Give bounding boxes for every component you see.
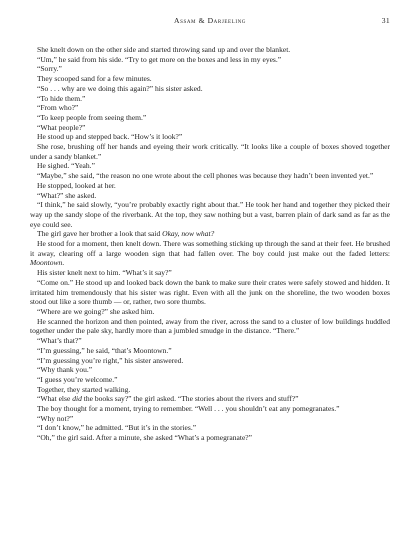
paragraph: “I think,” he said slowly, “you’re probably exactly right about that.” He took her hand and together they picked their way up the sandy slope of the riverbank. At the top, they saw nothing but a vast, barren plain of dark sand as far as the eye could see. [30, 200, 390, 229]
paragraph: “Where are we going?” she asked him. [37, 306, 155, 316]
paragraph: The boy thought for a moment, trying to remember. “Well . . . you shouldn’t eat any pomegranates.” [37, 404, 340, 414]
paragraph: “Why not?” [37, 413, 74, 423]
italic-phrase: Moontown [30, 258, 63, 268]
page-number: 31 [381, 16, 390, 25]
body-text [30, 45, 390, 443]
paragraph: He stopped, looked at her. [37, 180, 116, 190]
paragraph: “Why thank you.” [37, 365, 93, 375]
paragraph: He stood for a moment, then knelt down. There was something sticking up through the sand at their feet. He brushed it away, clearing off a large wooden sign that had fallen over. The boy could just make out the faded letters: Moontown. [30, 239, 390, 268]
italic-phrase: Okay, now what? [162, 229, 215, 239]
paragraph: “I don’t know,” he admitted. “But it’s in the stories.” [37, 423, 197, 433]
paragraph: “I guess you’re welcome.” [37, 374, 118, 384]
paragraph: She knelt down on the other side and started throwing sand up and over the blanket. [37, 45, 291, 54]
paragraph: “I’m guessing,” he said, “that’s Moontown.” [37, 345, 172, 355]
running-header [30, 16, 390, 28]
paragraph: “What else did the books say?” the girl asked. “The stories about the rivers and stuff?” [37, 394, 299, 404]
paragraph: “Come on.” He stood up and looked back down the bank to make sure their crates were safely stowed and hidden. It irritated him tremendously that his sister was right. Even with all the junk on the shoreline, the two wooden boxes stood out like a sore thumb — or, rather, two sore thumbs. [30, 277, 390, 307]
paragraph: “To hide them.” [37, 93, 86, 103]
paragraph: “I’m guessing you’re right,” his sister answered. [37, 355, 184, 365]
paragraph: “What?” she asked. [37, 190, 97, 200]
paragraph: He stood up and stepped back. “How’s it look?” [37, 132, 183, 142]
paragraph: “Um,” he said from his side. “Try to get more on the boxes and less in my eyes.” [37, 54, 282, 64]
paragraph: They scooped sand for a few minutes. [37, 74, 152, 84]
paragraph: “What people?” [37, 122, 86, 132]
paragraph: “So . . . why are we doing this again?” his sister asked. [37, 83, 203, 93]
paragraph: “What’s that?” [37, 336, 82, 346]
paragraph: “From who?” [37, 103, 79, 113]
running-title: Assam & Darjeeling [173, 16, 247, 25]
paragraph: “Oh,” the girl said. After a minute, she asked “What’s a pomegranate?” [37, 433, 253, 443]
paragraph: His sister knelt next to him. “What’s it say?” [37, 268, 172, 278]
paragraph: He scanned the horizon and then pointed, away from the river, across the sand to a cluster of low buildings huddled together under the pale sky, hardly more than a jumbled smudge in the distance. “There.” [30, 316, 390, 336]
paragraph: Together, they started walking. [37, 384, 131, 394]
italic-phrase: did [72, 394, 82, 404]
paragraph: He sighed. “Yeah.” [37, 161, 95, 171]
paragraph: “To keep people from seeing them.” [37, 112, 147, 122]
paragraph: She rose, brushing off her hands and eyeing their work critically. “It looks like a couple of boxes shoved together under a sandy blanket.” [30, 142, 390, 161]
paragraph: The girl gave her brother a look that said Okay, now what? [37, 229, 215, 239]
paragraph: “Maybe,” she said, “the reason no one wrote about the cell phones was because they hadn’t been invented yet.” [37, 171, 374, 181]
paragraph: “Sorry.” [37, 64, 62, 74]
